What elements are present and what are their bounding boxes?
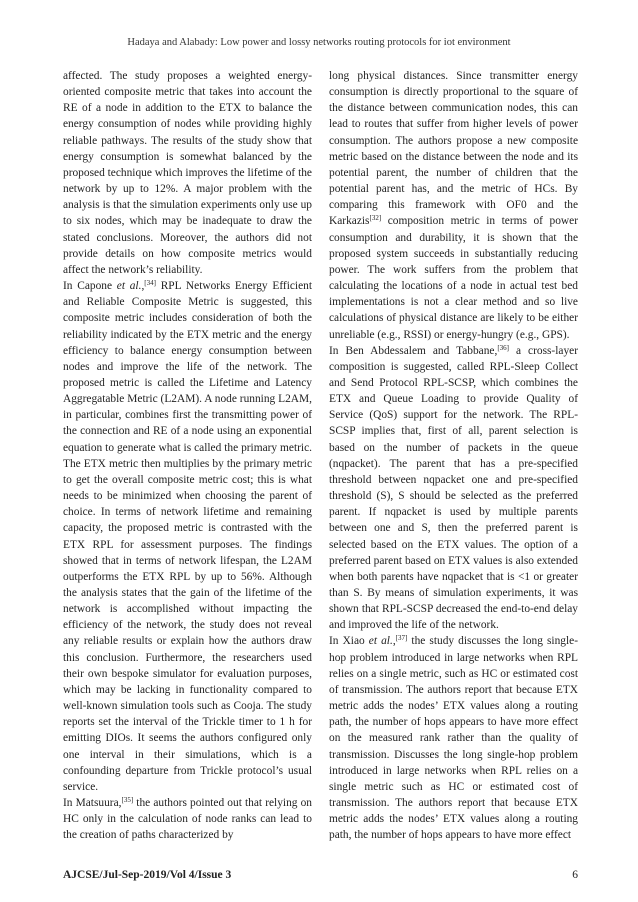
citation-author: In Ben Abdessalem and Tabbane, (329, 344, 498, 357)
reference-link[interactable]: [34] (144, 279, 156, 288)
paragraph-text: RPL Networks Energy Efficient and Reliable Composite Metric is suggested, this composite metric includes consideration of both the reliability indicated by the ETX metric and the energy efficiency to balance energy consumption between nodes and improve the life of the network. The proposed metric is called the Lifetime and Latency Aggregatable Metric (L2AM). A node running L2AM, in particular, combines first the transmitting power of the connection and RE of a node using an exponential equation to generate what is called the primary metric. The ETX metric then multiplies by the primary metric to get the overall composite metric cost; this is what needs to be minimized when choosing the parent of choice. In terms of network lifetime and remaining capacity, the proposed metric is contrasted with the ETX RPL for assessment purposes. The findings showed that in terms of network lifespan, the L2AM outperforms the ETX RPL by up to 56%. Although the analysis states that the gain of the lifetime of the network is accomplished without impacting the efficiency of the network, the study does not reveal any reliable results or explain how the authors draw this conclusion. Furthermore, the researchers used their own bespoke simulator for evaluation purposes, which may be lacking in functionality compared to well-known simulation tools such as Cooja. The study reports set the interval of the Trickle timer to 1 h for emitting DIOs. It seems the authors configured only one interval in their simulations, which is a confounding departure from Trickle protocol’s usual service. (63, 280, 312, 793)
reference-link[interactable]: [37] (395, 634, 408, 643)
et-al: et al. (116, 280, 142, 293)
paragraph-text: composition metric in terms of power consumption and durability, it is shown that the proposed system succeeds in substantially reducing power. The work suffers from the problem that calculating the locations of a node in actual test bed implementations is not a clear method and so live calculations of physical distance are likely to be either unreliable (e.g., RSSI) or energy-hungry (e.g., GPS). (329, 215, 578, 341)
journal-footer: AJCSE/Jul-Sep-2019/Vol 4/Issue 3 (63, 869, 232, 881)
reference-link[interactable]: [36] (497, 343, 509, 352)
paragraph (329, 343, 578, 634)
right-column (329, 68, 578, 844)
reference-link[interactable]: [32] (369, 214, 382, 223)
paragraph (63, 278, 312, 795)
paragraph (329, 633, 578, 843)
paragraph (329, 68, 578, 343)
running-title: Hadaya and Alabady: Low power and lossy networks routing protocols for iot environment (127, 37, 511, 48)
paragraph-text: the study discusses the long single-hop problem introduced in large networks when RPL relies on a single metric, such as HC or estimated cost of transmission. The authors report that because ETX metric adds the nodes’ ETX values along a routing path, the number of hops appears to have more effect on the measured rank rather than the quality of transmission. Discusses the long single-hop problem introduced in large networks when RPL relies on a single metric such as HC or estimated cost of transmission. The authors report that because ETX metric adds the nodes’ ETX values along a routing path, the number of hops appears to have more effect (329, 635, 578, 842)
citation-author: In Capone (63, 280, 117, 293)
citation-author: In Matsuura, (63, 797, 122, 810)
page-number: 6 (572, 869, 578, 881)
comma: , (392, 635, 396, 648)
paragraph: affected. The study proposes a weighted energy-oriented composite metric that takes into account the RE of a node in addition to the ETX to balance the energy consumption of nodes while providing highly reliable pathways. The results of the study show that energy consumption is somewhat balanced by the proposed technique which improves the lifetime of the network by up to 12%. A major problem with the analysis is that the simulation experiments only use up to six nodes, which may be inadequate to draw the stated conclusions. Moreover, the authors did not provide details on how composite metrics would affect the network’s reliability. (63, 70, 312, 276)
comma: , (141, 280, 145, 293)
paragraph-text: long physical distances. Since transmitter energy consumption is directly proportional to the square of the distance between communication nodes, this can lead to routes that suffer from higher levels of power consumption. The authors propose a new composite metric based on the distance between the node and its potential parent, the number of children that the potential parent has, and the metric of HCs. By comparing this framework with OF0 and the Karkazis (329, 70, 578, 228)
reference-link[interactable]: [35] (121, 796, 134, 805)
paragraph-text: the authors pointed out that relying on HC only in the calculation of node ranks can lead to the creation of paths characterized by (63, 797, 312, 842)
paragraph (63, 795, 312, 843)
et-al: et al. (368, 635, 393, 648)
citation-author: In Xiao (329, 635, 369, 648)
left-column (63, 68, 312, 844)
paragraph-text: a cross-layer composition is suggested, called RPL-Sleep Collect and Send Protocol RPL-SCSP, which combines the ETX and Queue Loading to provide Quality of Service (QoS) support for the network. The RPL-SCSP implies that, first of all, parent selection is based on the number of packets in the queue (nqpacket). The parent that has a pre-specified threshold between nqpacket one and pre-specified threshold (S), S should be selected as the preferred parent. If nqpacket is used by multiple parents between one and S, then the preferred parent is selected based on the ETX values. The option of a preferred parent based on ETX values is also extended when both parents have nqpacket that is <1 or greater than S. By means of simulation experiments, it was shown that RPL-SCSP decreased the end-to-end delay and improved the life of the network. (329, 344, 578, 632)
